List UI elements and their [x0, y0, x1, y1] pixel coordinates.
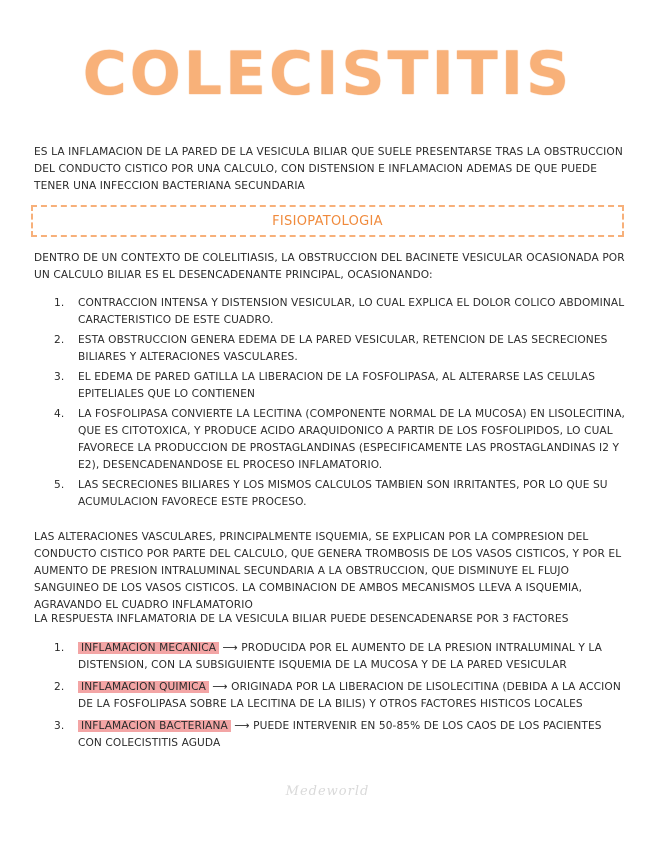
watermark: Medeworld [285, 784, 370, 799]
highlight-label: INFLAMACION MECANICA [78, 642, 219, 654]
vascular-paragraph: LAS ALTERACIONES VASCULARES, PRINCIPALMENTE ISQUEMIA, SE EXPLICAN POR LA COMPRESION DEL CONDUCTO CISTICO POR PARTE DEL CALCULO, QUE GENERA TROMBOSIS DE LOS VASOS CISTICOS, Y POR EL AUMENTO DE PRESION INTRALUMINAL SECUNDARIA A LA OBSTRUCCION, QUE DISMINUYE EL FLUJO SANGUINEO DE LOS VASOS CISTICOS. LA COMBINACION DE AMBOS MECANISMOS LLEVA A ISQUEMIA, AGRAVANDO EL CUADRO INFLAMATORIO [34, 531, 622, 611]
page-title: COLECISTITIS [82, 39, 573, 109]
highlight-label: INFLAMACION QUIMICA [78, 681, 209, 693]
factors-list [34, 640, 626, 755]
list-item: 4. LA FOSFOLIPASA CONVIERTE LA LECITINA (COMPONENTE NORMAL DE LA MUCOSA) EN LISOLECITINA, QUE ES CITOTOXICA, Y PRODUCE ACIDO ARAQUIDONICO A PARTIR DE LOS FOSFOLIPIDOS, LO CUAL FAVORECE LA PRODUCCION DE PROSTAGLANDINAS (ESPECIFICAMENTE LAS PROSTAGLANDINAS I2 Y E2), DESENCADENANDOSE EL PROCESO INFLAMATORIO. [54, 408, 626, 471]
list-item: 3. INFLAMACION BACTERIANA ⟶ PUEDE INTERVENIR EN 50-85% DE LOS CAOS DE LOS PACIENTES CON COLECISTITIS AGUDA [54, 720, 602, 749]
highlight-label: INFLAMACION BACTERIANA [78, 720, 231, 732]
list-item: 1. CONTRACCION INTENSA Y DISTENSION VESICULAR, LO CUAL EXPLICA EL DOLOR COLICO ABDOMINAL CARACTERISTICO DE ESTE CUADRO. [54, 297, 625, 326]
list-item: 2. ESTA OBSTRUCCION GENERA EDEMA DE LA PARED VESICULAR, RETENCION DE LAS SECRECIONES BILIARES Y ALTERACIONES VASCULARES. [54, 334, 608, 363]
pathophysiology-list [34, 295, 626, 514]
factors-intro: LA RESPUESTA INFLAMATORIA DE LA VESICULA BILIAR PUEDE DESENCADENARSE POR 3 FACTORES [34, 613, 569, 625]
list-item: 3. EL EDEMA DE PARED GATILLA LA LIBERACION DE LA FOSFOLIPASA, AL ALTERARSE LAS CELULAS EPITELIALES QUE LO CONTIENEN [54, 371, 596, 400]
list-item: 5. LAS SECRECIONES BILIARES Y LOS MISMOS CALCULOS TAMBIEN SON IRRITANTES, POR LO QUE SU ACUMULACION FAVORECE ESTE PROCESO. [54, 479, 608, 508]
section-title: FISIOPATOLOGIA [272, 214, 383, 229]
list-item: 1. INFLAMACION MECANICA ⟶ PRODUCIDA POR EL AUMENTO DE LA PRESION INTRALUMINAL Y LA DISTENSION, CON LA SUBSIGUIENTE ISQUEMIA DE LA MUCOSA Y DE LA PARED VESICULAR [54, 642, 603, 671]
section-header-box [31, 205, 624, 237]
list-item: 2. INFLAMACION QUIMICA ⟶ ORIGINADA POR LA LIBERACION DE LISOLECITINA (DEBIDA A LA ACCION DE LA FOSFOLIPASA SOBRE LA LECITINA DE LA BILIS) Y OTROS FACTORES HISTICOS LOCALES [54, 681, 621, 710]
context-paragraph: DENTRO DE UN CONTEXTO DE COLELITIASIS, LA OBSTRUCCION DEL BACINETE VESICULAR OCASIONADA POR UN CALCULO BILIAR ES EL DESENCADENANTE PRINCIPAL, OCASIONANDO: [34, 252, 625, 281]
intro-paragraph: ES LA INFLAMACION DE LA PARED DE LA VESICULA BILIAR QUE SUELE PRESENTARSE TRAS LA OBSTRUCCION DEL CONDUCTO CISTICO POR UNA CALCULO, CON DISTENSION E INFLAMACION ADEMAS DE QUE PUEDE TENER UNA INFECCION BACTERIANA SECUNDARIA [34, 146, 623, 192]
